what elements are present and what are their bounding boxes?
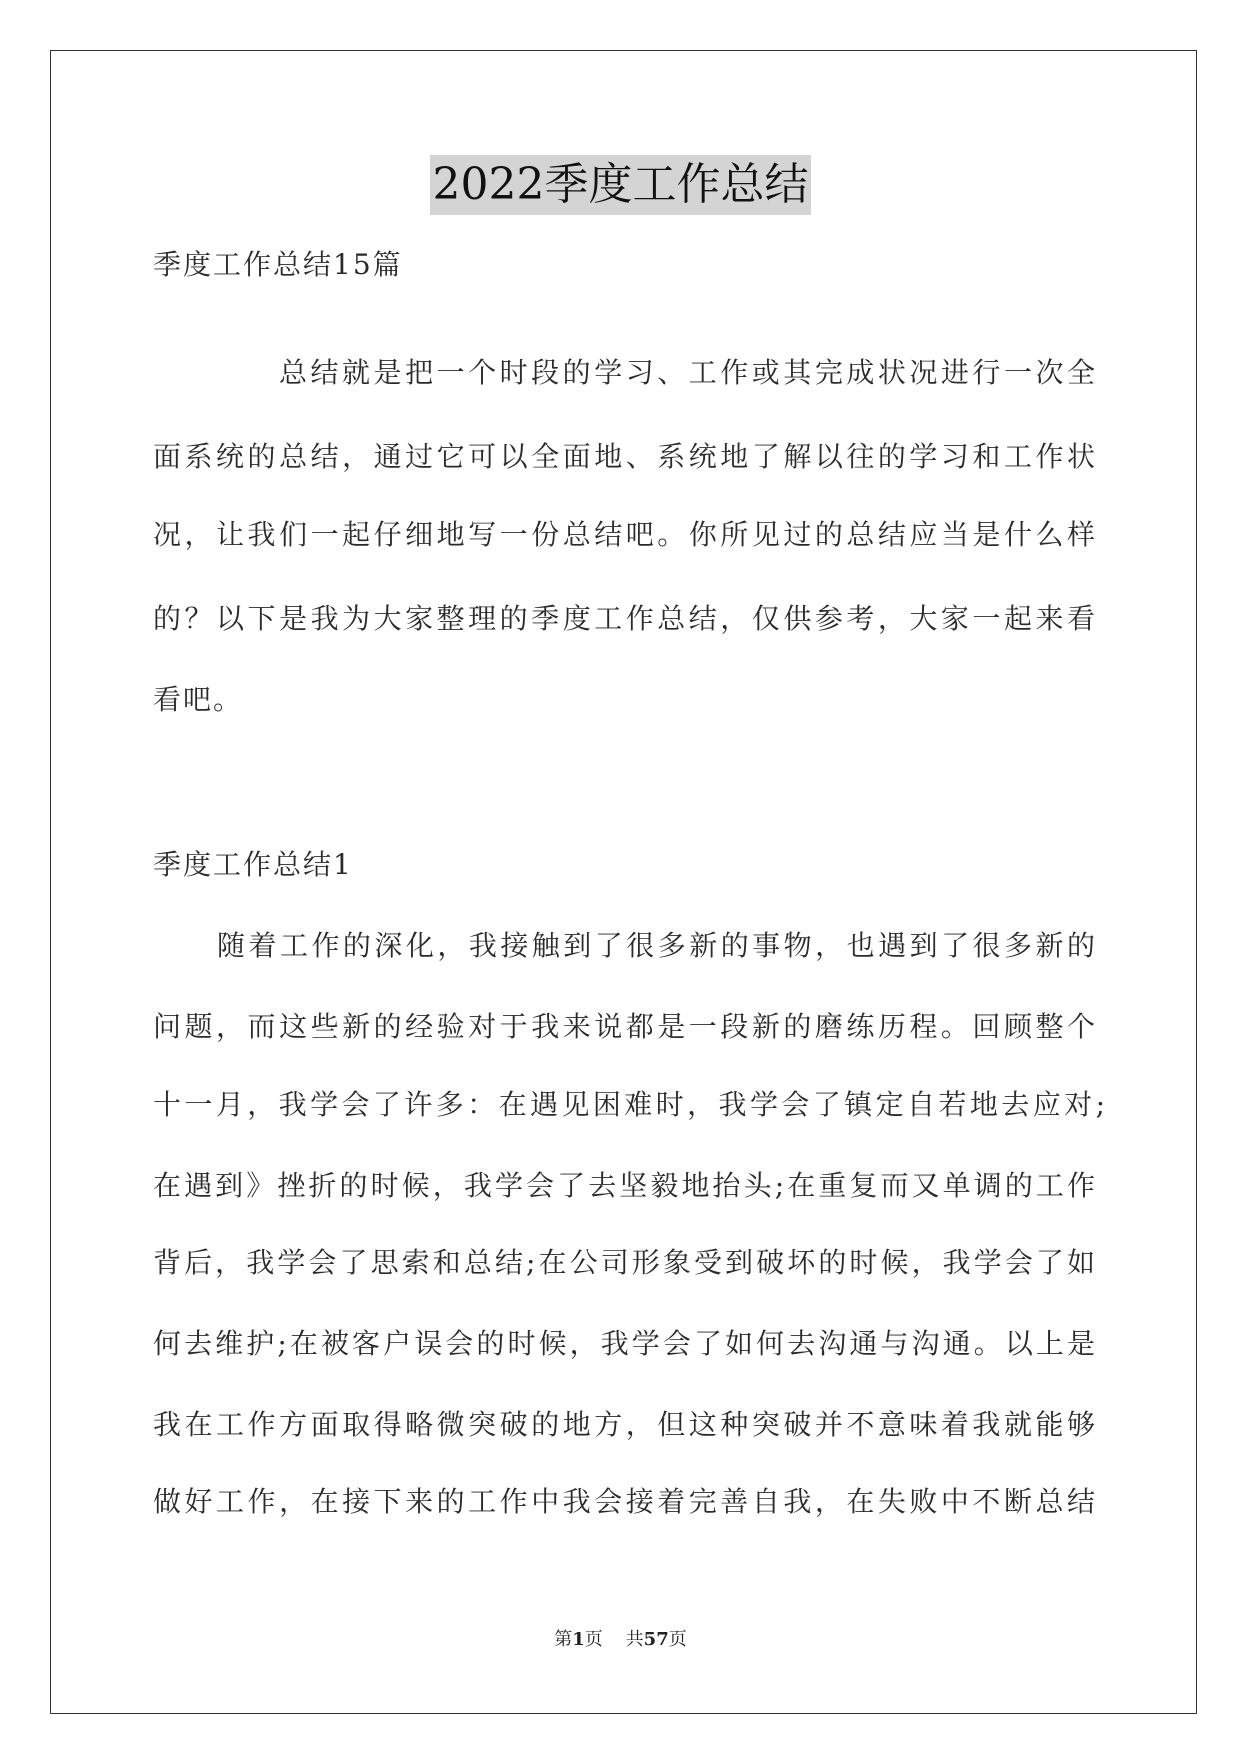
footer-page-suffix: 页 <box>584 1629 603 1650</box>
intro-line-5: 看吧。 <box>153 683 244 716</box>
body-line-4: 在遇到》挫折的时候，我学会了去坚毅地抬头;在重复而又单调的工作 <box>153 1169 1095 1202</box>
footer-total-pages: 57 <box>643 1629 669 1650</box>
body-line-6: 何去维护;在被客户误会的时候，我学会了如何去沟通与沟通。以上是 <box>153 1327 1095 1360</box>
intro-line-1: 总结就是把一个时段的学习、工作或其完成状况进行一次全 <box>279 356 1095 389</box>
footer-page-number: 1 <box>572 1629 585 1650</box>
document-subtitle: 季度工作总结15篇 <box>153 248 403 281</box>
intro-line-4: 的？以下是我为大家整理的季度工作总结，仅供参考，大家一起来看 <box>153 602 1095 635</box>
body-line-5: 背后，我学会了思索和总结;在公司形象受到破坏的时候，我学会了如 <box>153 1246 1095 1279</box>
title-container <box>0 155 1241 215</box>
body-line-3: 十一月，我学会了许多：在遇见困难时，我学会了镇定自若地去应对; <box>153 1088 1105 1121</box>
body-line-8: 做好工作，在接下来的工作中我会接着完善自我，在失败中不断总结 <box>153 1485 1095 1518</box>
footer-prefix: 第 <box>554 1629 573 1650</box>
body-line-7: 我在工作方面取得略微突破的地方，但这种突破并不意味着我就能够 <box>153 1408 1095 1441</box>
page-footer <box>0 1628 1241 1652</box>
body-line-1: 随着工作的深化，我接触到了很多新的事物，也遇到了很多新的 <box>217 929 1095 962</box>
footer-total-suffix: 页 <box>668 1629 687 1650</box>
section-heading: 季度工作总结1 <box>153 848 353 881</box>
document-title: 2022季度工作总结 <box>430 155 812 215</box>
intro-line-2: 面系统的总结，通过它可以全面地、系统地了解以往的学习和工作状 <box>153 440 1095 473</box>
body-line-2: 问题，而这些新的经验对于我来说都是一段新的磨练历程。回顾整个 <box>153 1010 1095 1043</box>
footer-total-prefix: 共 <box>625 1629 644 1650</box>
intro-line-3: 况，让我们一起仔细地写一份总结吧。你所见过的总结应当是什么样 <box>153 518 1095 551</box>
